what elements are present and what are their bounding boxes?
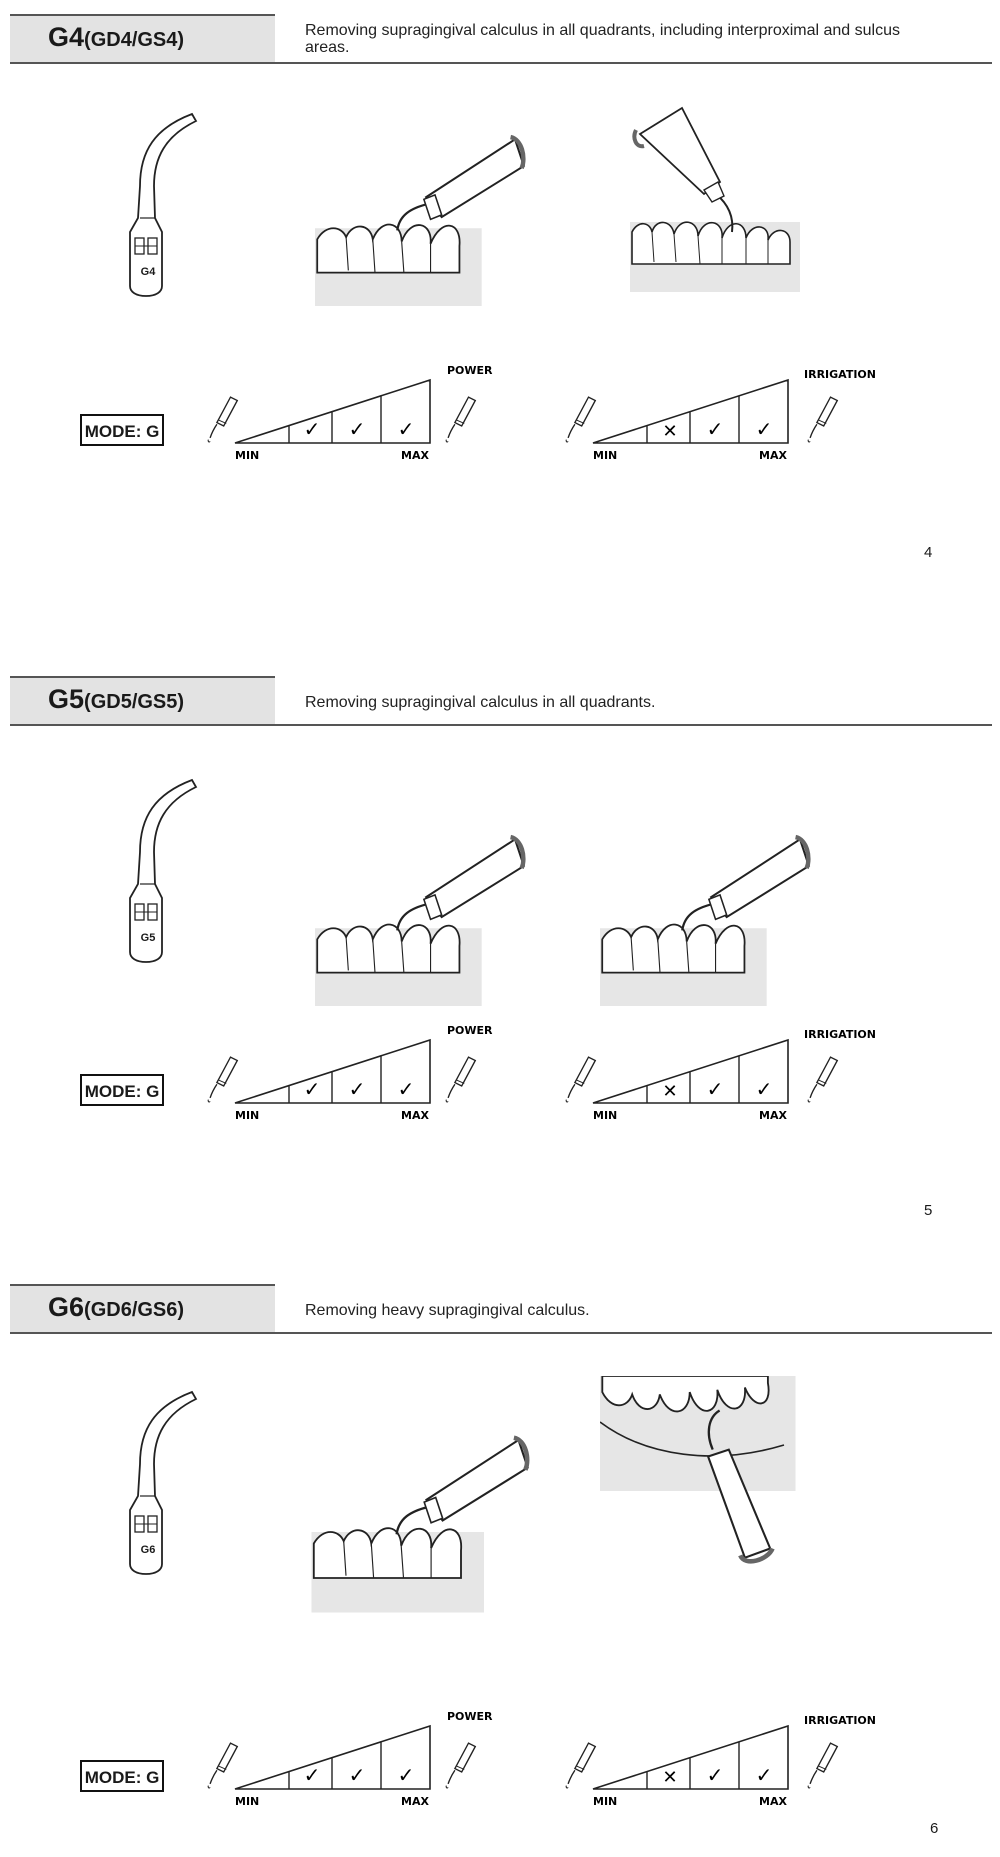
irrigation-min-label: MIN bbox=[593, 1795, 618, 1808]
irrigation-ramp bbox=[563, 1704, 883, 1814]
irrigation-title: IRRIGATION bbox=[804, 1714, 876, 1727]
section-g6 bbox=[0, 1284, 1000, 1844]
power-mark-3: ✓ bbox=[397, 1079, 415, 1101]
section-g5 bbox=[0, 676, 1000, 1219]
handpiece-below-illustration bbox=[600, 1376, 830, 1606]
tip-description: Removing supragingival calculus in all quadrants. bbox=[305, 694, 656, 711]
power-min-label: MIN bbox=[235, 449, 260, 462]
section-header bbox=[10, 676, 992, 726]
irrigation-mark-3: ✓ bbox=[755, 1765, 773, 1787]
irrigation-max-label: MAX bbox=[759, 1795, 787, 1808]
irrigation-mark-3: ✓ bbox=[755, 1079, 773, 1101]
irrigation-mark-1: ✕ bbox=[662, 421, 678, 441]
header-rule bbox=[10, 724, 992, 726]
tip-code-main: G4 bbox=[48, 22, 85, 52]
power-mark-3: ✓ bbox=[397, 1765, 415, 1787]
irrigation-ramp bbox=[563, 1018, 883, 1128]
mode-label: MODE: G bbox=[80, 414, 164, 446]
power-min-label: MIN bbox=[235, 1795, 260, 1808]
power-mark-2: ✓ bbox=[348, 1765, 366, 1787]
tip-code-variants: (GD5/GS5) bbox=[84, 691, 185, 713]
tip-engraving: G6 bbox=[140, 1544, 156, 1556]
power-mark-2: ✓ bbox=[348, 419, 366, 441]
tip-description: Removing heavy supragingival calculus. bbox=[305, 1302, 590, 1319]
scaler-tip-illustration bbox=[110, 1384, 210, 1594]
power-mark-3: ✓ bbox=[397, 419, 415, 441]
irrigation-mark-1: ✕ bbox=[662, 1081, 678, 1101]
power-min-label: MIN bbox=[235, 1109, 260, 1122]
power-ramp bbox=[205, 1018, 493, 1128]
page-number: 6 bbox=[930, 1820, 939, 1837]
handpiece-side-illustration bbox=[300, 106, 530, 306]
tip-code-main: G6 bbox=[48, 1292, 85, 1322]
irrigation-min-label: MIN bbox=[593, 1109, 618, 1122]
power-max-label: MAX bbox=[401, 1109, 429, 1122]
tip-code-main: G5 bbox=[48, 684, 85, 714]
irrigation-mark-2: ✓ bbox=[706, 1765, 724, 1787]
handpiece-side-illustration-2 bbox=[580, 806, 820, 1006]
irrigation-mark-2: ✓ bbox=[706, 1079, 724, 1101]
irrigation-max-label: MAX bbox=[759, 449, 787, 462]
power-title: POWER bbox=[447, 1024, 493, 1037]
tip-engraving: G4 bbox=[140, 266, 156, 278]
power-title: POWER bbox=[447, 364, 493, 377]
irrigation-max-label: MAX bbox=[759, 1109, 787, 1122]
mode-label: MODE: G bbox=[80, 1760, 164, 1792]
tip-code-variants: (GD6/GS6) bbox=[84, 1299, 185, 1321]
irrigation-title: IRRIGATION bbox=[804, 1028, 876, 1041]
page-number: 5 bbox=[924, 1202, 933, 1219]
power-ramp bbox=[205, 1704, 493, 1814]
power-ramp bbox=[205, 358, 493, 468]
tip-engraving: G5 bbox=[140, 932, 156, 944]
mode-label: MODE: G bbox=[80, 1074, 164, 1106]
header-rule bbox=[10, 1332, 992, 1334]
handpiece-side-illustration bbox=[300, 806, 530, 1006]
power-max-label: MAX bbox=[401, 449, 429, 462]
section-g4 bbox=[0, 14, 1000, 561]
power-title: POWER bbox=[447, 1710, 493, 1723]
irrigation-title: IRRIGATION bbox=[804, 368, 876, 381]
scaler-tip-illustration bbox=[110, 106, 210, 316]
irrigation-ramp bbox=[563, 358, 883, 468]
section-header bbox=[10, 14, 992, 64]
handpiece-top-illustration bbox=[620, 104, 820, 304]
section-header bbox=[10, 1284, 992, 1334]
power-mark-2: ✓ bbox=[348, 1079, 366, 1101]
power-max-label: MAX bbox=[401, 1795, 429, 1808]
irrigation-mark-3: ✓ bbox=[755, 419, 773, 441]
scaler-tip-illustration bbox=[110, 772, 210, 982]
page-number: 4 bbox=[924, 544, 933, 561]
power-mark-1: ✓ bbox=[303, 1765, 321, 1787]
power-mark-1: ✓ bbox=[303, 419, 321, 441]
header-rule bbox=[10, 62, 992, 64]
tip-code bbox=[48, 684, 184, 715]
irrigation-mark-2: ✓ bbox=[706, 419, 724, 441]
power-mark-1: ✓ bbox=[303, 1079, 321, 1101]
tip-description: Removing supragingival calculus in all quadrants, including interproximal and sulcus areas. bbox=[305, 22, 900, 56]
handpiece-side-illustration bbox=[300, 1404, 530, 1614]
tip-code bbox=[48, 22, 184, 53]
tip-code bbox=[48, 1292, 184, 1323]
irrigation-mark-1: ✕ bbox=[662, 1767, 678, 1787]
tip-code-variants: (GD4/GS4) bbox=[84, 29, 185, 51]
irrigation-min-label: MIN bbox=[593, 449, 618, 462]
